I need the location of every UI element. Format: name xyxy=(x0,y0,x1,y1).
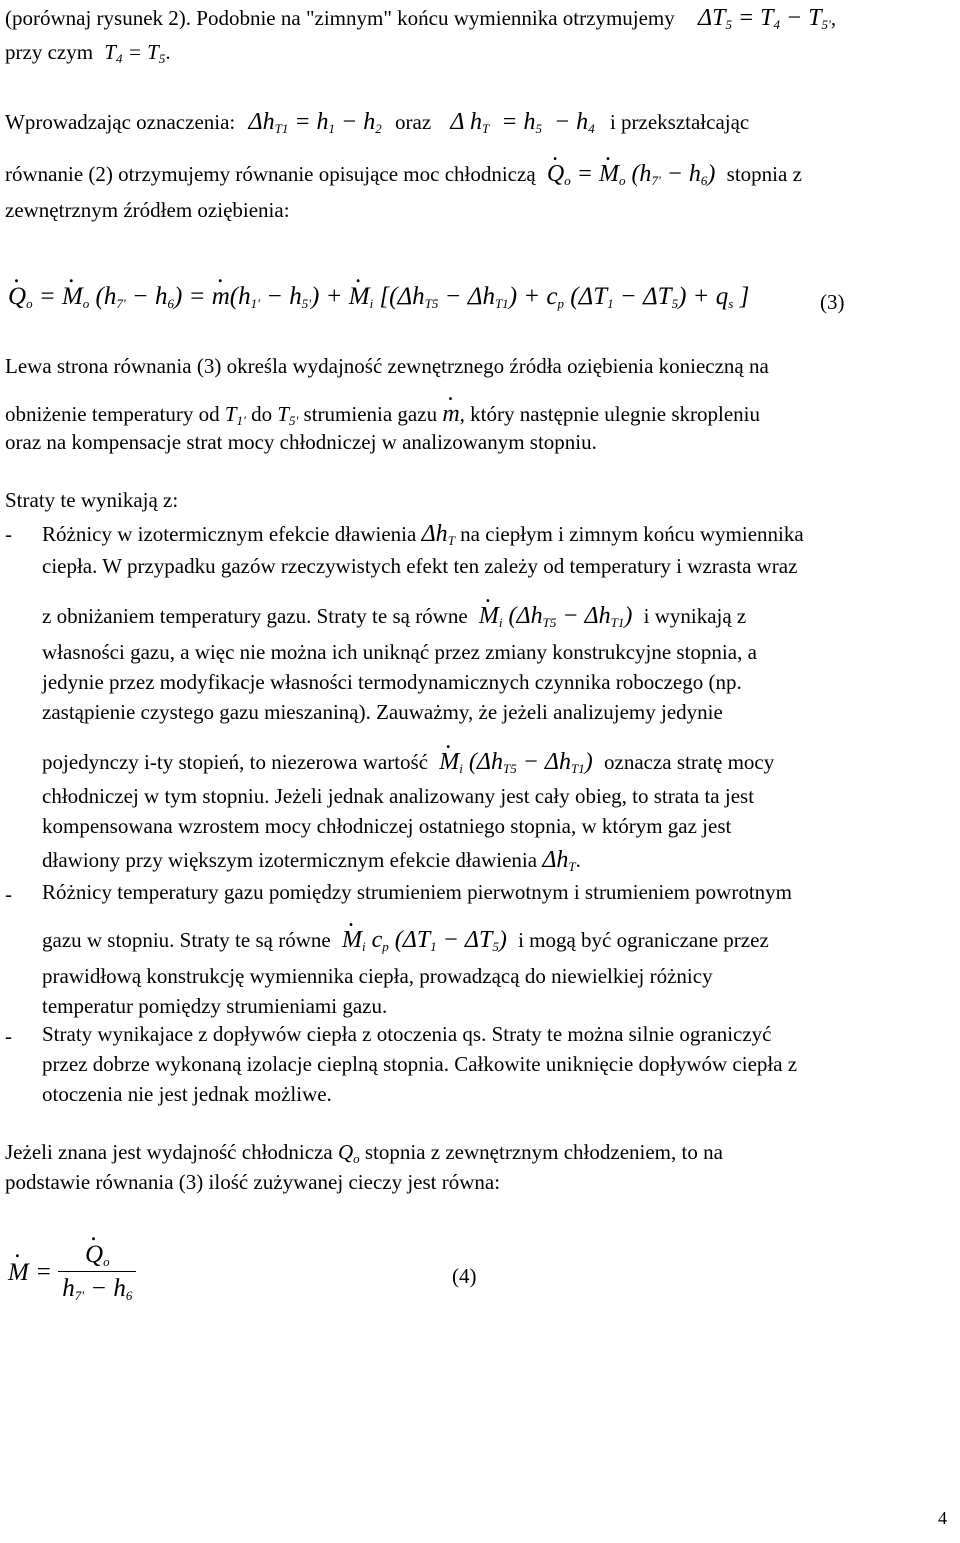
text: na ciepłym i zimnym końcu wymiennika xyxy=(460,522,804,546)
text: przez dobrze wykonaną izolacje cieplną stopnia. Całkowite uniknięcie dopływów ciepła z xyxy=(42,1052,798,1076)
text: pojedynczy i-ty stopień, to niezerowa wartość xyxy=(42,750,429,774)
text: ciepła. W przypadku gazów rzeczywistych efekt ten zależy od temperatury i wzrasta wraz xyxy=(42,554,798,578)
text: . xyxy=(165,40,171,64)
text-line xyxy=(5,432,597,453)
text: podstawie równania (3) ilość zużywanej cieczy jest równa: xyxy=(5,1170,501,1194)
equation-3-number: (3) xyxy=(820,290,845,314)
text: z obniżaniem temperatury gazu. Straty te są równe xyxy=(42,604,468,628)
text-line-4 xyxy=(5,162,802,187)
text: kompensowana wzrostem mocy chłodniczej ostatniego stopnia, w którym gaz jest xyxy=(42,814,732,838)
text: i wynikają z xyxy=(643,604,747,628)
text: i przekształcając xyxy=(609,110,750,134)
text-line xyxy=(42,1084,332,1105)
text: stopnia z xyxy=(726,162,802,186)
text: dławiony przy większym izotermicznym efekcie dławienia xyxy=(42,848,538,872)
text-line xyxy=(42,928,769,953)
text-line xyxy=(42,750,774,775)
formula-mi-cp-dt: . $M_i$ $c_p$ $(\Delta T_1 - \Delta T_5)$ xyxy=(342,927,507,953)
text: oznacza stratę mocy xyxy=(604,750,775,774)
text: własności gazu, a więc nie można ich uniknąć przez zmiany konstrukcyjne stopnia, a xyxy=(42,640,757,664)
text: Różnicy w izotermicznym efekcie dławienia xyxy=(42,522,417,546)
text-line xyxy=(42,702,723,723)
text-line xyxy=(42,996,387,1017)
text: równanie (2) otrzymujemy równanie opisujące moc chłodniczą xyxy=(5,162,536,186)
symbol-qo: $Q_o$ xyxy=(337,1140,360,1166)
text-line xyxy=(42,848,581,873)
formula-t4-t5: $T_4 = T_5$ xyxy=(104,40,166,66)
text: otoczenia nie jest jednak możliwe. xyxy=(42,1082,332,1106)
text: do xyxy=(251,402,273,426)
text: . xyxy=(575,848,581,872)
text-line xyxy=(42,966,713,987)
formula-mi-dh: . $M_i$ $(\Delta h_{T5} - \Delta h_{T1})$ xyxy=(479,603,632,629)
symbol-t1prime: $T_{1'}$ xyxy=(224,402,246,428)
text-line xyxy=(42,1054,797,1075)
equation-4-number: (4) xyxy=(452,1264,477,1288)
text: temperatur pomiędzy strumieniami gazu. xyxy=(42,994,388,1018)
text: strumienia gazu xyxy=(303,402,438,426)
text-line-3 xyxy=(5,110,749,135)
bullet-dash: - xyxy=(5,1024,12,1048)
text-line-5 xyxy=(5,200,290,221)
fraction: . $\frac{Q_o}{h_{7'} - h_6}$ xyxy=(58,1242,136,1302)
text: oraz xyxy=(395,110,432,134)
text-line xyxy=(5,490,178,511)
text: obniżenie temperatury od xyxy=(5,402,220,426)
text: Różnicy temperatury gazu pomiędzy strumieniem pierwotnym i strumieniem powrotnym xyxy=(42,880,792,904)
equation-4: . M = . $\frac{Q_o}{h_{7'} - h_6}$ xyxy=(8,1242,136,1302)
text-line-2 xyxy=(5,42,171,65)
bullet-dash: - xyxy=(5,882,12,906)
text-line xyxy=(5,356,769,377)
page-number: 4 xyxy=(938,1508,947,1528)
text-line xyxy=(42,556,797,577)
text: (porównaj rysunek 2). Podobnie na "zimnym" końcu wymiennika otrzymujemy xyxy=(5,6,675,30)
formula-qo: . $Q_o$ = . $M_o$ $(h_{7'} - h_6)$ xyxy=(547,161,716,187)
symbol-delta-ht: $\Delta h_T$ xyxy=(421,521,455,548)
text: Jeżeli znana jest wydajność chłodnicza xyxy=(5,1140,333,1164)
text: gazu w stopniu. Straty te są równe xyxy=(42,928,331,952)
text: Wprowadzając oznaczenia: xyxy=(5,110,236,134)
text: , który następnie ulegnie skropleniu xyxy=(459,402,761,426)
text-line xyxy=(5,1142,723,1165)
text: oraz na kompensacje strat mocy chłodniczej w analizowanym stopniu. xyxy=(5,430,597,454)
symbol-delta-ht-2: $\Delta h_T$ xyxy=(542,847,576,874)
text: zewnętrznym źródłem oziębienia: xyxy=(5,198,290,222)
text-line-1 xyxy=(5,6,836,31)
text: stopnia z zewnętrznym chłodzeniem, to na xyxy=(364,1140,723,1164)
text-line xyxy=(5,402,760,427)
text: Straty te wynikają z: xyxy=(5,488,179,512)
text: Lewa strona równania (3) określa wydajność zewnętrznego źródła oziębienia konieczną na xyxy=(5,354,769,378)
text: chłodniczej w tym stopniu. Jeżeli jednak analizowany jest cały obieg, to strata ta jest xyxy=(42,784,755,808)
text-line xyxy=(42,672,742,693)
text: zastąpienie czystego gazu mieszaniną). Zauważmy, że jeżeli analizujemy jedynie xyxy=(42,700,723,724)
text-line xyxy=(42,522,804,547)
formula-delta-t5: $\Delta T_5 = T_4 - T_{5'}$ xyxy=(698,5,831,32)
text-line xyxy=(42,604,746,629)
bullet-dash: - xyxy=(5,522,12,546)
text-line xyxy=(42,786,754,807)
text: i mogą być ograniczane przez xyxy=(518,928,769,952)
formula-mi-dh-2: . $M_i$ $(\Delta h_{T5} - \Delta h_{T1})$ xyxy=(439,749,592,775)
text: Straty wynikajace z dopływów ciepła z otoczenia qs. Straty te można silnie ograniczyć xyxy=(42,1022,772,1046)
text-line xyxy=(5,1172,500,1193)
text: prawidłową konstrukcję wymiennika ciepła, prowadzącą do niewielkiej różnicy xyxy=(42,964,713,988)
equation-3: . $Q_o$ = . $M_o$ $(h_{7'} - h_6)$ = . $m(h_{1'} - h_{5'})$ + . $M_i$ [$(\Delta h_{T5} - \Delta h_{T1}) + c_p$ $(\Delta T_1 - \Delta T_5) + q_s$ ] xyxy=(8,284,749,310)
symbol-t5prime: $T_{5'}$ xyxy=(277,402,299,428)
text: jedynie przez modyfikacje własności termodynamicznych czynnika roboczego (np. xyxy=(42,670,742,694)
text-line xyxy=(42,882,792,903)
text: , xyxy=(830,6,837,30)
text-line xyxy=(42,642,757,663)
text: przy czym xyxy=(5,40,94,64)
text-line xyxy=(42,816,731,837)
formula-delta-ht: Δ $h_T = h_5 - h_4$ xyxy=(450,109,595,136)
formula-delta-ht1: $\Delta h_{T1} = h_1 - h_2$ xyxy=(248,109,382,136)
symbol-mdot: . m xyxy=(442,401,459,427)
text-line xyxy=(42,1024,772,1045)
